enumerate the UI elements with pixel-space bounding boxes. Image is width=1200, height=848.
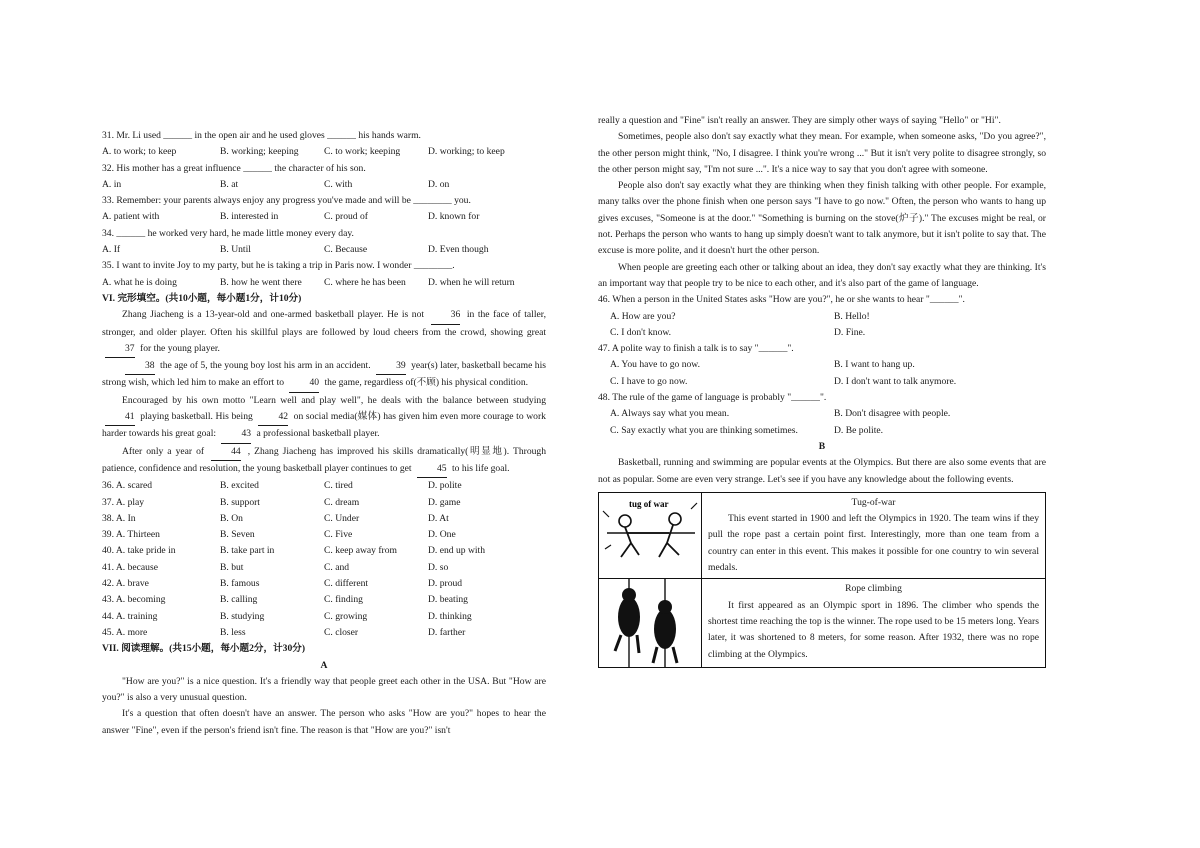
option: 36. A. scared [102,480,153,492]
option: C. closer [324,626,359,638]
cloze-text: to his life goal. [451,462,510,474]
q35-stem: 35. I want to invite Joy to my party, but he is taking a trip in Paris now. I wonder ________. [102,260,455,272]
option: D. working; to keep [428,146,505,158]
option: 37. A. play [102,496,145,508]
reading-a-paragraph-2: It's a question that often doesn't have an answer. The person who asks "How are you?" hopes to hear the answer "Fine", even if the person's friend isn't fine. The reason is that "How are you?" isn't [102,708,546,736]
rope-climbing-illustration-icon [599,579,701,667]
option: B. at [220,178,239,190]
blank-45: 45 [417,461,447,478]
option: 39. A. Thirteen [102,529,160,541]
option: C. keep away from [324,545,397,557]
q31-stem: 31. Mr. Li used ______ in the open air and he used gloves ______ his hands warm. [102,130,421,141]
option: D. farther [428,626,466,638]
option: C. Because [324,244,368,256]
option: C. tired [324,480,353,492]
cloze-text: , Zhang Jiacheng has improved his skills dramatically(明显地). Through patience, confidence and resolution, the young basketball player continues to get [102,445,547,474]
option: D. thinking [428,610,472,622]
table-row [599,579,1046,668]
option: B. how he went there [220,276,302,288]
option: D. on [428,178,450,190]
cloze-text: a professional basketball player. [256,428,380,440]
q46-options [598,309,1046,342]
option: C. with [324,178,353,190]
reading-a-paragraph-5: When people are greeting each other or talking about an idea, they don't say exactly what they are thinking. It's an important way that people try to be nice to each other, and it's also part of the game of language. [598,261,1046,289]
cloze-paragraph-4 [102,444,546,479]
olympic-events-table [598,492,1046,668]
option: B. interested in [220,211,279,223]
part-b-label: B [818,440,826,452]
option: C. to work; keeping [324,146,401,158]
cloze-text: year(s) later, basketball became his strong wish, which led him to make an effort to [102,360,546,389]
cloze-paragraph-3 [102,393,546,444]
cloze-text: in the face of taller, stronger, and older player. Often his skillful plays are followed by loud cheers from the crowd, showing great [102,309,546,338]
option: C. different [324,578,369,590]
q47-stem: 47. A polite way to finish a talk is to say "______". [598,343,794,355]
section-7-heading: VII. 阅读理解。(共15小题，每小题2分，计30分) [102,643,306,655]
option: B. less [220,626,246,638]
option: 43. A. becoming [102,594,166,606]
option: D. end up with [428,545,486,557]
cloze-paragraph-2 [102,358,546,393]
option: C. I don't know. [610,326,672,338]
option: D. I don't want to talk anymore. [834,375,957,387]
option: A. You have to go now. [610,359,700,371]
option: B. Seven [220,529,255,541]
option: D. polite [428,480,462,492]
blank-36: 36 [431,307,461,324]
option: D. proud [428,578,463,590]
option: 44. A. training [102,610,158,622]
cloze-text: the age of 5, the young boy lost his arm in an accident. [160,360,371,372]
option: A. in [102,178,122,190]
option: D. At [428,512,449,524]
reading-b-intro: Basketball, running and swimming are popular events at the Olympics. But there are also some events that are not as popular. Some are even very strange. Let's see if you have any knowledge about the following events. [598,457,1046,485]
q31-options [102,144,546,160]
cloze-text: playing basketball. His being [140,411,253,423]
cloze-text: After only a year of [122,445,205,457]
option: B. excited [220,480,259,492]
q35-options [102,275,546,291]
option: D. One [428,529,456,541]
cloze-text: Zhang Jiacheng is a 13-year-old and one-armed basketball player. He is not [122,309,425,321]
options-row [102,543,546,559]
option: D. so [428,561,449,573]
option: A. If [102,244,121,256]
option: C. finding [324,594,363,606]
option: D. Be polite. [834,424,884,436]
option: C. where he has been [324,276,406,288]
options-row [102,560,546,576]
option: C. Five [324,529,353,541]
q46-stem: 46. When a person in the United States asks "How are you?", he or she wants to hear "______". [598,294,965,306]
options-row [102,609,546,625]
option: B. Don't disagree with people. [834,408,951,420]
option: B. working; keeping [220,146,299,158]
option: B. support [220,496,260,508]
part-a-label: A [320,659,328,671]
option: 42. A. brave [102,578,149,590]
option: B. Hello! [834,310,870,322]
option: C. I have to go now. [610,375,688,387]
left-column [102,128,546,739]
option: B. take part in [220,545,275,557]
options-row [102,527,546,543]
option: A. what he is doing [102,276,177,288]
q34-stem: 34. ______ he worked very hard, he made little money every day. [102,227,354,239]
option: D. when he will return [428,276,515,288]
cloze-text: Encouraged by his own motto "Learn well and play well", he deals with the balance between studying [122,394,546,406]
q33-options [102,209,546,225]
option: B. but [220,561,244,573]
option: C. dream [324,496,360,508]
event-description: This event started in 1900 and left the Olympics in 1920. The team wins if they pull the rope past a certain point first. Interestingly, more than one team from a country can enter in this event. This makes it possible for one country to win several medals. [708,513,1039,574]
option: D. Fine. [834,326,866,338]
reading-a-paragraph-4: People also don't say exactly what they are thinking when they finish talking with other people. For example, many talks over the phone finish when one person says "I have to go now." Often, the person who wants to hang up gives excuses, "Someone is at the door." "Something is burning on the stove(炉子)." The excuses might be real, or not. Perhaps the person who wants to hang up simply doesn't want to talk anymore, but it isn't polite to say that. The excuse is more polite, and it doesn't hurt the other person. [598,180,1046,257]
option: C. and [324,561,350,573]
blank-41: 41 [105,409,135,426]
option: D. game [428,496,461,508]
cloze-text: the game, regardless of(不顾) his physical condition. [324,377,529,389]
option: B. Until [220,244,251,256]
option: 38. A. In [102,512,136,524]
rope-climbing-cell [702,579,1046,668]
blank-38: 38 [125,358,155,375]
options-row [102,625,546,641]
q48-options [598,406,1046,439]
blank-44: 44 [211,444,241,461]
option: B. famous [220,578,260,590]
tug-of-war-illustration-icon [599,493,701,565]
reading-a-paragraph-1: "How are you?" is a nice question. It's a friendly way that people greet each other in the USA. But "How are you?" is also a very unusual question. [102,675,546,704]
option: C. proud of [324,211,368,223]
tug-of-war-pic-label: tug of war [629,498,669,509]
q32-stem: 32. His mother has a great influence ______ the character of his son. [102,162,366,174]
option: A. to work; to keep [102,146,177,158]
rope-climbing-picture [599,579,702,668]
option: D. beating [428,594,468,606]
cloze-text: on social media(媒体) has given him even more courage to work harder towards his great goal: [102,411,546,440]
blank-43: 43 [221,426,251,443]
blank-42: 42 [258,409,288,426]
option: B. On [220,512,243,524]
cloze-options [102,478,546,641]
blank-37: 37 [105,341,135,358]
section-6-heading: VI. 完形填空。(共10小题，每小题1分，计10分) [102,292,302,304]
option: 40. A. take pride in [102,545,176,557]
option: C. growing [324,610,368,622]
option: B. studying [220,610,265,622]
option: D. Even though [428,244,489,256]
options-row [102,592,546,608]
option: 45. A. more [102,626,148,638]
q32-options [102,177,546,193]
options-row [102,478,546,494]
option: A. Always say what you mean. [610,408,730,420]
event-title: Tug-of-war [851,496,896,508]
reading-a-paragraph-3: Sometimes, people also don't say exactly what they mean. For example, when someone asks, "Do you agree?", the other person might think, "No, I disagree. I think you're wrong ..." But it isn't very polite to disagree strongly, so the other person might say, "I'm not sure ...". It's a nice way to say that you don't agree with someone. [598,131,1046,175]
q33-stem: 33. Remember: your parents always enjoy any progress you've made and will be ________ you. [102,195,471,207]
cloze-paragraph-1 [102,307,546,358]
option: C. Under [324,512,360,524]
options-row [102,511,546,527]
option: B. I want to hang up. [834,359,915,371]
option: A. patient with [102,211,160,223]
q47-options [598,357,1046,390]
option: 41. A. because [102,561,158,573]
option: D. known for [428,211,480,223]
table-row [599,492,1046,578]
event-title: Rope climbing [845,583,902,595]
options-row [102,576,546,592]
option: A. How are you? [610,310,676,322]
event-description: It first appeared as an Olympic sport in 1896. The climber who spends the shortest time reaching the top is the winner. The rope used to be 15 meters long. Years later, it was shortened to 8 meters, for some reason. After 1932, there was no rope climbing at the Olympics. [708,599,1039,660]
blank-39: 39 [376,358,406,375]
cloze-text: for the young player. [140,342,220,354]
tug-of-war-picture [599,492,702,578]
option: C. Say exactly what you are thinking sometimes. [610,424,798,436]
option: B. calling [220,594,258,606]
blank-40: 40 [289,375,319,392]
options-row [102,495,546,511]
tug-of-war-cell [702,492,1046,578]
reading-a-paragraph-continued: really a question and "Fine" isn't really an answer. They are simply other ways of saying "Hello" or "Hi". [598,115,1001,126]
right-column [598,113,1046,668]
q34-options [102,242,546,258]
q48-stem: 48. The rule of the game of language is probably "______". [598,392,827,404]
